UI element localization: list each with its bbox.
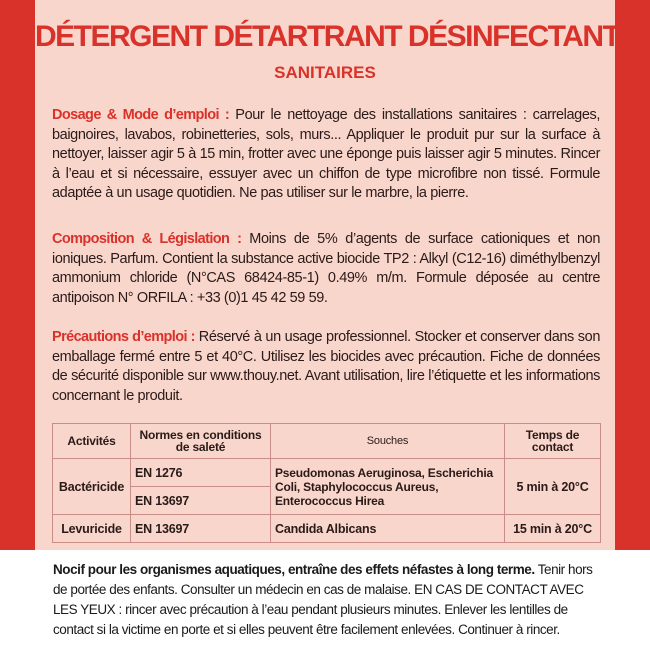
biocide-efficacy-table (52, 423, 601, 543)
norm-en13697-bactericide: EN 13697 (131, 487, 271, 515)
header-activities: Activités (53, 424, 131, 459)
time-levuricide: 15 min à 20°C (505, 515, 601, 543)
hazard-text: Tenir hors de portée des enfants. Consulter un médecin en cas de malaise. EN CAS DE CONTACT AVEC LES YEUX : rincer avec précaution à l’eau pendant plusieurs minutes. Enlever les lentilles de contact si la victime en porte et si elles peuvent être facilement enlevées. Continuer à rincer. (53, 562, 593, 637)
dosage-text: Pour le nettoyage des installations sanitaires : carrelages, baignoires, lavabos, robinetteries, sols, murs... Appliquer le produit pur sur la surface à nettoyer, laisser agir 5 à 15 min, frotter avec une éponge puis laisser agir 5 minutes. Rincer à l’eau et si nécessaire, essuyer avec un chiffon de type microfibre non tissé. Formule adaptée à un usage quotidien. Ne pas utiliser sur le marbre, la pierre. (52, 107, 600, 201)
hazard-statement (53, 560, 601, 640)
composition-section (52, 230, 600, 308)
header-strains: Souches (271, 424, 505, 459)
table-header-row (53, 424, 601, 459)
strains-bactericide: Pseudomonas Aeruginosa, Escherichia Coli, Staphylococcus Aureus, Enterococcus Hirea (271, 459, 505, 515)
norm-en1276: EN 1276 (131, 459, 271, 487)
precautions-section (52, 328, 600, 406)
precautions-heading: Précautions d’emploi : (52, 329, 195, 345)
header-norms: Normes en conditions de saleté (131, 424, 271, 459)
product-title: DÉTERGENT DÉTARTRANT DÉSINFECTANT (35, 20, 620, 53)
hazard-lead: Nocif pour les organismes aquatiques, entraîne des effets néfastes à long terme. (53, 562, 535, 577)
dosage-heading: Dosage & Mode d’emploi : (52, 107, 230, 123)
table-row (53, 459, 601, 487)
activity-levuricide: Levuricide (53, 515, 131, 543)
composition-heading: Composition & Législation : (52, 231, 242, 247)
norm-en13697-levuricide: EN 13697 (131, 515, 271, 543)
composition-text: Moins de 5% d’agents de surface cationiques et non ioniques. Parfum. Contient la substance active biocide TP2 : Alkyl (C12-16) diméthylbenzyl ammonium chloride (N°CAS 68424-85-1) 0.49% m/m. Formule déposée au centre antipoison N° ORFILA : +33 (0)1 45 42 59 59. (52, 231, 601, 306)
header-contact-time: Temps de contact (505, 424, 601, 459)
product-subtitle: SANITAIRES (274, 63, 376, 82)
precautions-text: Réservé à un usage professionnel. Stocker et conserver dans son emballage fermé entre 5 et 40°C. Utilisez les biocides avec précaution. Fiche de données de sécurité disponible sur www.thouy.net. Avant utilisation, lire l’étiquette et les informations concernant le produit. (52, 329, 600, 404)
table-row (53, 515, 601, 543)
dosage-section (52, 106, 600, 204)
time-bactericide: 5 min à 20°C (505, 459, 601, 515)
strains-levuricide: Candida Albicans (271, 515, 505, 543)
activity-bactericide: Bactéricide (53, 459, 131, 515)
hazard-panel (0, 550, 650, 650)
